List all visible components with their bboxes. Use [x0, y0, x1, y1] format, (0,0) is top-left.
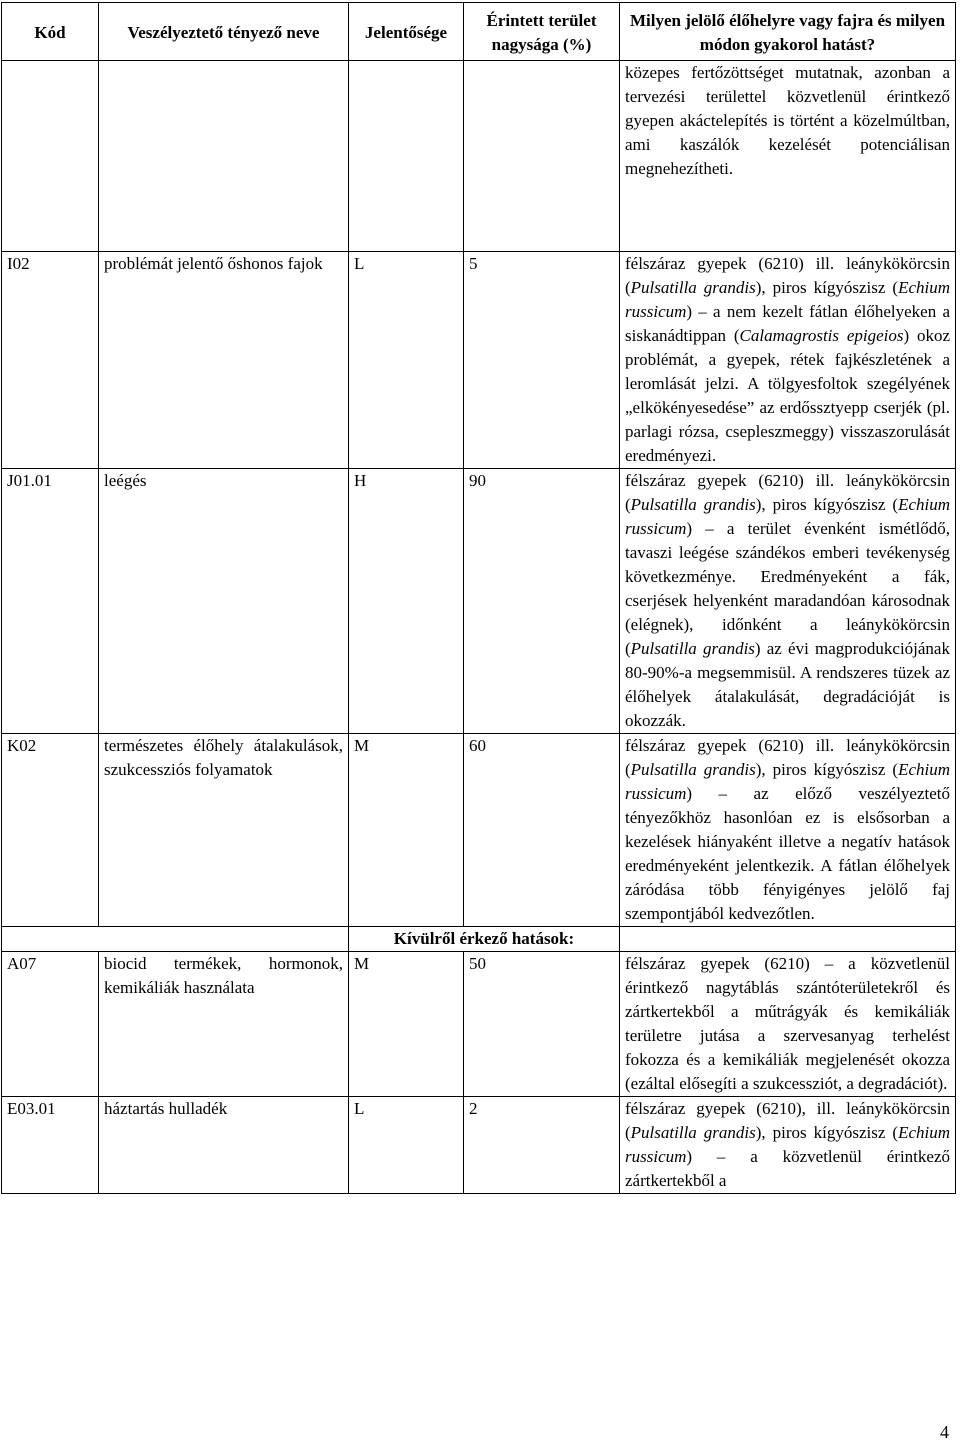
species-name: Echium russicum — [625, 278, 950, 321]
effect-cell — [620, 1097, 956, 1194]
code-cell: J01.01 — [2, 469, 99, 734]
effect-text: ) – a közvetlenül érintkező zártkertekből a — [625, 1147, 950, 1190]
species-name: Pulsatilla grandis — [630, 495, 756, 514]
page-number: 4 — [940, 1422, 949, 1442]
significance-cell: M — [349, 952, 464, 1097]
effect-text: ) az évi magprodukciójának 80-90%-a megsemmisül. A rendszeres tüzek az élőhelyek átalakulását, degradációját is okozzák. — [625, 639, 950, 730]
code-cell: A07 — [2, 952, 99, 1097]
table-row — [2, 952, 956, 1097]
area-cell: 90 — [464, 469, 620, 734]
section-empty-cell — [2, 927, 99, 952]
table-row — [2, 734, 956, 927]
effect-text: ), piros kígyószisz ( — [755, 1123, 899, 1142]
name-cell: természetes élőhely átalakulások, szukcessziós folyamatok — [99, 734, 349, 927]
code-cell: E03.01 — [2, 1097, 99, 1194]
code-cell: I02 — [2, 252, 99, 469]
effect-text: ) – a terület évenként ismétlődő, tavaszi leégése szándékos emberi tevékenység következménye. Eredményeként a fák, cserjések helyenként maradandóan károsodnak (elégnek), időnként a leánykökörcsin ( — [625, 519, 950, 658]
continuation-row — [2, 61, 956, 252]
table-row — [2, 469, 956, 734]
significance-cell: M — [349, 734, 464, 927]
area-cell: 60 — [464, 734, 620, 927]
code-cell: K02 — [2, 734, 99, 927]
threat-table — [1, 2, 956, 1194]
continuation-text: közepes fertőzöttséget mutatnak, azonban a tervezési területtel közvetlenül érintkező gyepen akáctelepítés is történt a közelmúltban, ami kaszálók kezelését potenciálisan megnehezítheti. — [620, 61, 956, 252]
table-row — [2, 252, 956, 469]
header-area: Érintett terület nagysága (%) — [464, 3, 620, 61]
effect-text: félszáraz gyepek (6210), ill. leánykökörcsin ( — [625, 1099, 950, 1142]
effect-text: ), piros kígyószisz ( — [755, 760, 899, 779]
effect-text: ) – a nem kezelt fátlan élőhelyeken a siskanádtippan ( — [625, 302, 950, 345]
area-cell: 2 — [464, 1097, 620, 1194]
effect-text: ) – az előző veszélyeztető tényezőkhöz hasonlóan ez is elsősorban a kezelések hiányaként illetve a negatív hatások eredményeként jelentkezik. A fátlan élőhelyek záródása több fényigényes jelölő faj szempontjából kedvezőtlen. — [625, 784, 950, 923]
header-effect: Milyen jelölő élőhelyre vagy fajra és milyen módon gyakorol hatást? — [620, 3, 956, 61]
section-empty-cell — [620, 927, 956, 952]
effect-cell — [620, 469, 956, 734]
header-row — [2, 3, 956, 61]
species-name: Pulsatilla grandis — [630, 760, 756, 779]
header-code: Kód — [2, 3, 99, 61]
area-cell: 50 — [464, 952, 620, 1097]
species-name: Pulsatilla grandis — [630, 639, 755, 658]
section-title: Kívülről érkező hatások: — [349, 927, 620, 952]
name-cell: leégés — [99, 469, 349, 734]
table-row — [2, 1097, 956, 1194]
section-empty-cell — [99, 927, 349, 952]
effect-text: ) okoz problémát, a gyepek, rétek fajkészletének a leromlását jelzi. A tölgyesfoltok szegélyének „elkökényesedése” az erdőssztyepp cserjék (pl. parlagi rózsa, csepleszmeggy) visszaszorulását eredményezi. — [625, 326, 950, 465]
name-cell: problémát jelentő őshonos fajok — [99, 252, 349, 469]
effect-text: félszáraz gyepek (6210) – a közvetlenül érintkező nagytáblás szántóterületekről és zártkertekből a műtrágyák és kemikáliák területre jutása a szervesanyag terhelést fokozza és a kemikáliák megjelenését okozza (ezáltal elősegíti a szukcessziót, a degradációt). — [625, 954, 950, 1093]
name-cell: háztartás hulladék — [99, 1097, 349, 1194]
effect-cell — [620, 952, 956, 1097]
section-row — [2, 927, 956, 952]
header-name: Veszélyeztető tényező neve — [99, 3, 349, 61]
effect-text: félszáraz gyepek (6210) ill. leánykökörcsin ( — [625, 736, 950, 779]
significance-cell: L — [349, 252, 464, 469]
effect-cell — [620, 252, 956, 469]
effect-text: ), piros kígyószisz ( — [755, 278, 899, 297]
area-cell: 5 — [464, 252, 620, 469]
header-significance: Jelentősége — [349, 3, 464, 61]
significance-cell: L — [349, 1097, 464, 1194]
effect-cell — [620, 734, 956, 927]
species-name: Pulsatilla grandis — [630, 278, 756, 297]
significance-cell: H — [349, 469, 464, 734]
effect-text: félszáraz gyepek (6210) ill. leánykökörcsin ( — [625, 254, 950, 297]
species-name: Echium russicum — [625, 495, 950, 538]
species-name: Echium russicum — [625, 760, 950, 803]
name-cell: biocid termékek, hormonok, kemikáliák használata — [99, 952, 349, 1097]
effect-text: ), piros kígyószisz ( — [755, 495, 899, 514]
effect-text: félszáraz gyepek (6210) ill. leánykökörcsin ( — [625, 471, 950, 514]
species-name: Echium russicum — [625, 1123, 950, 1166]
species-name: Pulsatilla grandis — [630, 1123, 756, 1142]
species-name: Calamagrostis epigeios — [739, 326, 904, 345]
